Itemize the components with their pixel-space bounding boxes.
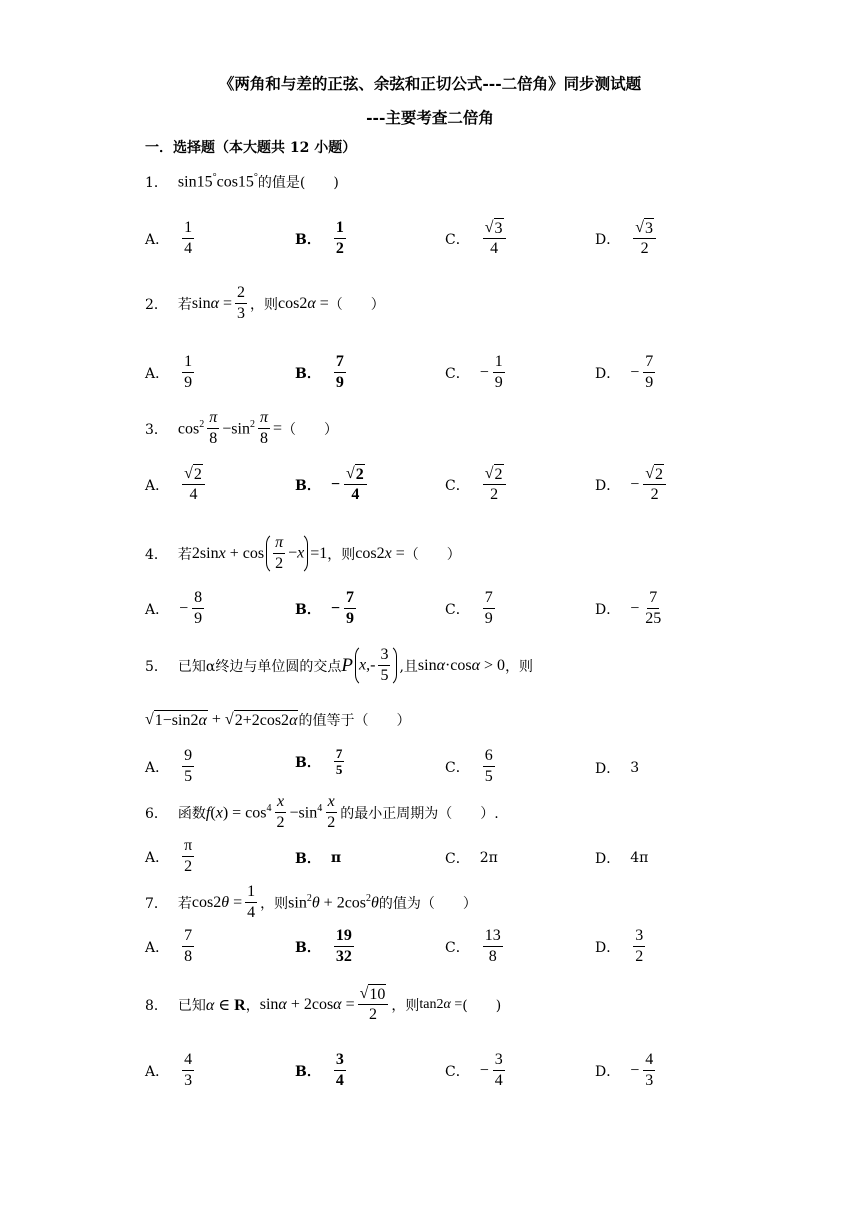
q4-option-b: B． − $\frac{7}{9}$ (295, 589, 354, 627)
q3-option-c: C． √ 2 2 (445, 464, 509, 505)
q2-option-a: A． $\frac{1}{9}$ (145, 353, 193, 391)
q8-option-d: D． − $\frac{4}{3}$ (595, 1051, 654, 1089)
q1-option-c: C． √ 3 4 (445, 218, 509, 259)
q1-option-a: A． $\frac{1}{4}$ (145, 219, 193, 257)
q5-option-d: D． 3 (595, 760, 640, 777)
document-subtitle: ---主要考查二倍角 (366, 108, 494, 127)
q6-option-b: B． π (295, 850, 342, 867)
q3-option-b: B． − √ 2 4 (295, 464, 370, 505)
question-6: 6． 函数 $f(x) = \cos^4$ $\frac{x}{2}$ $-\sin^4$ $\frac{x}{2}$ 的最小正周期为（ ）. (145, 793, 499, 831)
q3-option-d: D． − √ 2 2 (595, 464, 669, 505)
q8-option-a: A． $\frac{4}{3}$ (145, 1051, 193, 1089)
q7-option-c: C． $\frac{13}{8}$ (445, 927, 501, 965)
q4-option-d: D． − $\frac{7}{25}$ (595, 589, 662, 627)
q5-option-b: B． $\frac{7}{5}$ (295, 746, 343, 777)
q1-option-d: D． √ 3 2 (595, 218, 659, 259)
q7-option-d: D． $\frac{3}{2}$ (595, 927, 644, 965)
document-title: 《两角和与差的正弦、余弦和正切公式---二倍角》同步测试题 (218, 74, 642, 93)
section-heading: 一．选择题（本大题共 12 小题） (145, 140, 357, 156)
question-4: 4． 若 2sinx + cos $\frac{\pi}{2}$ −x =1 ，则 cos2x = （ ） (145, 532, 461, 575)
q1-formula: sin15°cos15° (177, 172, 258, 191)
q4-option-a: A． − $\frac{8}{9}$ (145, 589, 203, 627)
q2-option-c: C． − $\frac{1}{9}$ (445, 353, 503, 391)
question-7: 7． 若 cos2θ = $\frac{1}{4}$ ，则 $\sin^2\theta + 2\cos^2\theta$ 的值为（ ） (145, 883, 477, 921)
question-5: 5． 已知α终边与单位圆的交点 P x,- $\frac{3}{5}$ ,且 sinα·cosα > 0 ，则 (145, 644, 533, 687)
q7-option-b: B． $\frac{19}{32}$ (295, 927, 352, 965)
q5-option-a: A． $\frac{9}{5}$ (145, 747, 193, 785)
q7-option-a: A． $\frac{7}{8}$ (145, 927, 193, 965)
q6-option-c: C． 2π (445, 850, 498, 867)
q2-option-d: D． − $\frac{7}{9}$ (595, 353, 654, 391)
q8-option-c: C． − $\frac{3}{4}$ (445, 1051, 503, 1089)
q3-option-a: A． √ 2 4 (145, 464, 208, 505)
question-3: 3． $\cos^2$ $\frac{\pi}{8}$ $-\sin^2$ $\frac{\pi}{8}$ = （ ） (145, 409, 339, 447)
q6-option-a: A． $\frac{\pi}{2}$ (145, 837, 193, 875)
question-5-line-2: √ 1−sin2α + √ 2+2cos2α 的值等于（ ） (145, 711, 411, 729)
question-8: 8． 已知 α ∈ R ， sinα + 2cosα = √ 10 2 ，则 tan2α = ( ) (145, 985, 502, 1023)
question-2: 2． 若 sinα = $\frac{2}{3}$ ，则 cos2α = （ ） (145, 284, 385, 322)
q2-option-b: B． $\frac{7}{9}$ (295, 353, 344, 391)
question-1: 1． sin15°cos15° 的值是( ) (145, 172, 339, 191)
q8-option-b: B． $\frac{3}{4}$ (295, 1051, 344, 1089)
q4-option-c: C． $\frac{7}{9}$ (445, 589, 493, 627)
q6-option-d: D． 4π (595, 850, 649, 867)
q5-option-c: C． $\frac{6}{5}$ (445, 747, 493, 785)
q1-option-b: B． $\frac{1}{2}$ (295, 219, 344, 257)
